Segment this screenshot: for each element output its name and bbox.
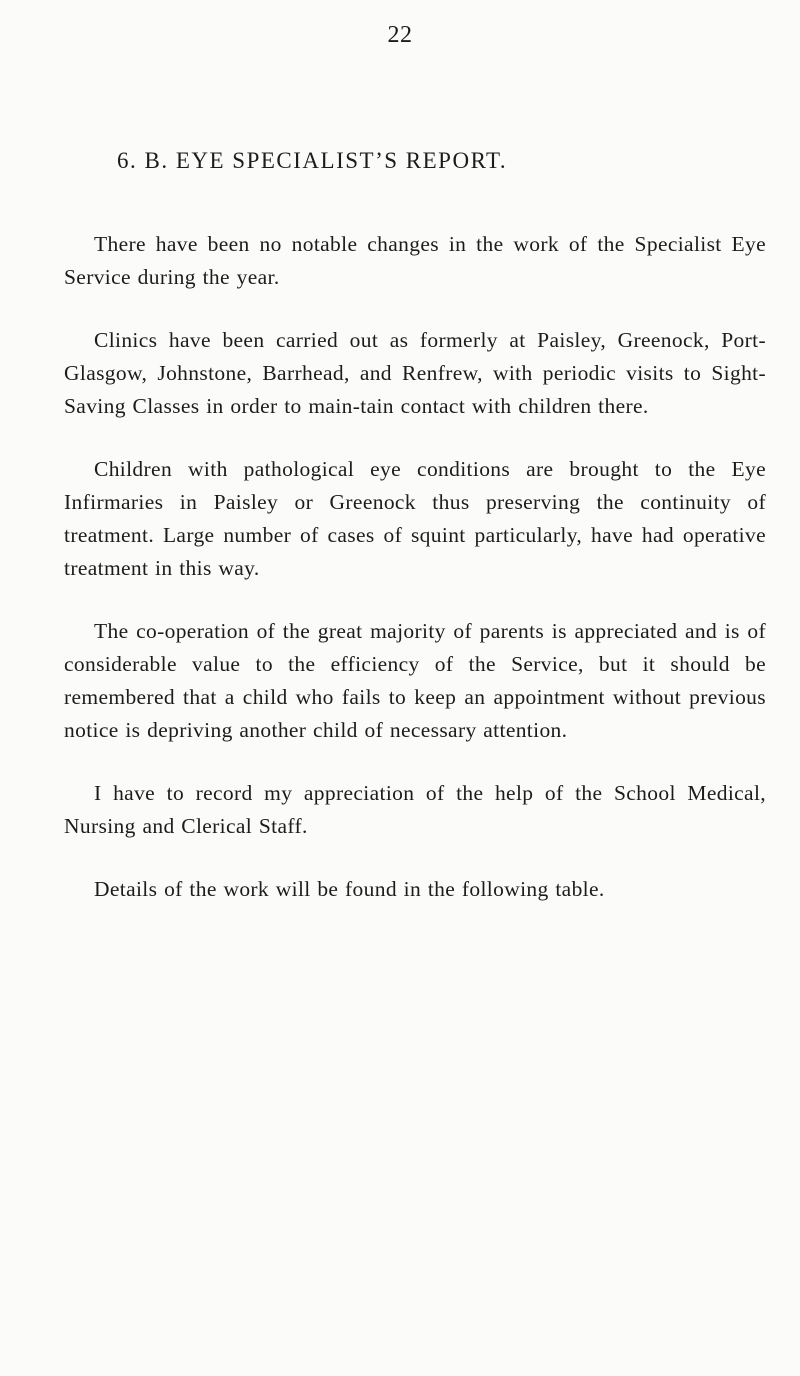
section-heading: 6. B. EYE SPECIALIST’S REPORT. bbox=[117, 148, 508, 173]
paragraph-details-table: Details of the work will be found in the following table. bbox=[94, 877, 605, 901]
paragraph-no-changes: There have been no notable changes in the work of the Specialist Eye Service during the year. bbox=[64, 232, 766, 289]
paragraph-staff-appreciation: I have to record my appreciation of the help of the School Medical, Nursing and Clerical Staff. bbox=[64, 781, 766, 838]
page-number: 22 bbox=[387, 22, 413, 48]
report-body bbox=[64, 228, 766, 936]
paragraph-parent-cooperation: The co-operation of the great majority of parents is appreciated and is of considerable value to the efficiency of the Service, but it should be remembered that a child who fails to keep an appointment without previous notice is depriving another child of necessary attention. bbox=[64, 619, 766, 742]
paragraph-clinics: Clinics have been carried out as formerly at Paisley, Greenock, Port-Glasgow, Johnstone, Barrhead, and Renfrew, with periodic visits to Sight-Saving Classes in order to main-tain contact with children there. bbox=[64, 328, 766, 418]
paragraph-pathological-conditions: Children with pathological eye conditions are brought to the Eye Infirmaries in Paisley or Greenock thus preserving the continuity of treatment. Large number of cases of squint particularly, have had operative treatment in this way. bbox=[64, 457, 766, 580]
